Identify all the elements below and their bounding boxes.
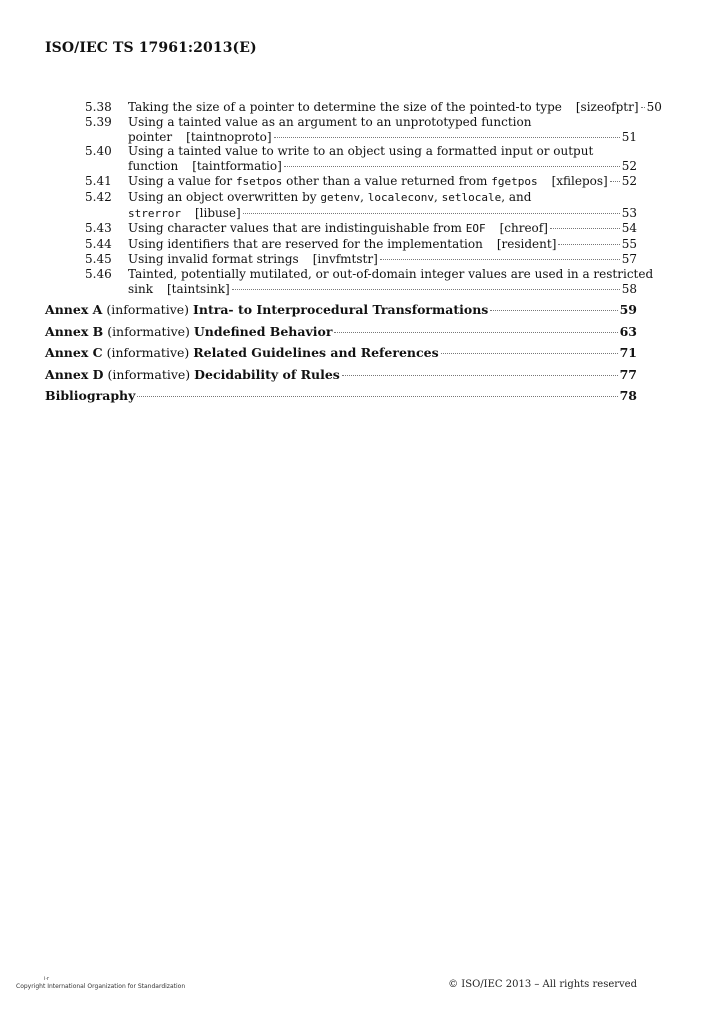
dot-leader [137,396,617,397]
page-number: 53 [621,205,637,220]
page-number: 57 [621,251,637,266]
clause-number: 5.44 [85,237,112,252]
entry-title-text: Taking the size of a pointer to determine the size of the pointed-to type [128,100,562,114]
dot-leader [558,244,619,245]
entry-text [128,174,637,190]
page-number: 58 [621,281,637,296]
entry-text [128,144,637,174]
rule-identifier: [sizeofptr] [575,100,639,114]
rule-identifier: [taintformatio] [192,159,282,174]
dot-leader [243,213,620,214]
toc-entry [0,267,724,297]
entry-title-text: Tainted, potentially mutilated, or out-of-domain integer values are used in a restricted [128,266,654,281]
dot-leader [334,332,617,333]
entry-title-text: sink [128,281,153,296]
running-header: ISO/IEC TS 17961:2013(E) [45,40,257,56]
entry-title-text: pointer [128,129,173,144]
toc-entry [0,115,724,145]
dot-leader [284,166,620,167]
annex-list [0,299,724,407]
entry-line [128,206,637,222]
toc-entry [0,144,724,174]
rights-statement: © ISO/IEC 2013 – All rights reserved [448,979,637,990]
page-number: 77 [619,366,637,382]
entry-text [128,100,662,115]
entry-text [128,221,637,237]
rule-identifier: [chreof] [499,221,548,236]
annex-label: Annex A [45,302,103,318]
clause-number: 5.39 [85,114,112,129]
annex-entry [45,299,637,321]
rule-identifier: [xfilepos] [551,173,608,188]
entry-line [128,174,637,190]
entry-title-text: , [434,189,442,204]
page-number: 78 [619,388,637,404]
annex-entry [45,385,637,407]
entry-line [128,100,662,115]
entry-line [128,144,637,159]
page-number: 52 [621,173,637,188]
copyright-notice [16,976,186,990]
dot-leader [610,181,620,182]
clause-number: 5.46 [85,266,112,281]
dot-leader [441,353,618,354]
page-number: 55 [621,237,637,252]
annex-title: Related Guidelines and References [193,345,439,361]
annex-type: (informative) [106,302,190,318]
entry-text [128,237,637,252]
annex-title: Undefined Behavior [193,323,333,339]
code-term: strerror [128,206,181,220]
entry-line [128,237,637,252]
entry-line [128,221,637,237]
entry-line [128,159,637,174]
clause-number: 5.40 [85,144,112,159]
dot-leader [342,375,618,376]
clause-number: 5.45 [85,251,112,266]
clause-number: 5.43 [85,221,112,236]
entry-title-text: Using invalid format strings [128,251,299,266]
annex-label: Annex D [45,366,104,382]
rule-identifier: [taintnoproto] [186,129,272,144]
page-number: 51 [621,129,637,144]
code-term: getenv [320,190,361,204]
page-number: 54 [621,221,637,236]
annex-title: Intra- to Interprocedural Transformations [193,302,489,318]
entry-line [128,115,637,130]
entry-line [128,190,637,206]
entry-title-text: Using an object overwritten by [128,189,321,204]
toc-entry [0,221,724,237]
dot-leader [380,259,620,260]
toc-entry [0,252,724,267]
copyright-notice-text: Copyright International Organization for Standardization [16,983,186,990]
code-term: EOF [465,222,486,236]
entry-text [128,252,637,267]
entry-line [128,266,654,282]
page-number: 71 [619,345,637,361]
annex-title: Bibliography [45,388,136,404]
toc-entry [0,100,724,115]
page-number: 59 [619,302,637,318]
rule-identifier: [taintsink] [167,281,230,296]
entry-line [128,282,637,297]
annex-type: (informative) [107,366,191,382]
clause-number: 5.38 [85,100,112,114]
dot-leader [490,310,617,311]
rule-identifier: [resident] [496,237,557,252]
entry-line [128,130,637,145]
entry-title-text: function [128,159,179,174]
entry-text [128,190,637,222]
entry-text [128,115,637,145]
entry-text [128,266,654,297]
annex-entry [45,321,637,343]
page-number: 50 [646,100,662,114]
page-number: 63 [619,323,637,339]
entry-title-text: , [360,189,368,204]
table-of-contents [0,100,724,407]
entry-title-text: Using a value for [128,173,236,188]
dot-leader [550,228,620,229]
dot-leader [274,137,620,138]
dot-leader [232,289,620,290]
dot-leader [641,107,645,108]
rule-identifier: [invfmtstr] [312,251,378,266]
code-term: setlocale [441,190,502,204]
rule-identifier: [libuse] [194,205,241,220]
code-term: localeconv [367,190,434,204]
entry-title-text: Using identifiers that are reserved for the implementation [128,237,483,252]
annex-entry [45,342,637,364]
clause-number: 5.41 [85,173,112,188]
annex-label: Annex B [45,323,104,339]
toc-entry [0,237,724,252]
annex-title: Decidability of Rules [194,366,340,382]
subclause-list [0,100,724,296]
clause-number: 5.42 [85,189,112,204]
entry-title-text: , and [501,189,532,204]
licensee-mark: i·r [44,976,50,982]
code-term: fgetpos [491,174,538,188]
page-number: 52 [621,159,637,174]
entry-title-text: Using character values that are indistinguishable from [128,221,466,236]
entry-title-text: Using a tainted value to write to an object using a formatted input or output [128,144,594,159]
annex-entry [45,364,637,386]
entry-line [128,252,637,267]
code-term: fsetpos [235,174,283,188]
toc-entry [0,190,724,222]
annex-type: (informative) [106,345,190,361]
toc-entry [0,174,724,190]
annex-type: (informative) [107,323,190,339]
annex-label: Annex C [45,345,103,361]
entry-title-text: Using a tainted value as an argument to an unprototyped function [128,114,532,129]
entry-title-text: other than a value returned from [282,173,492,188]
